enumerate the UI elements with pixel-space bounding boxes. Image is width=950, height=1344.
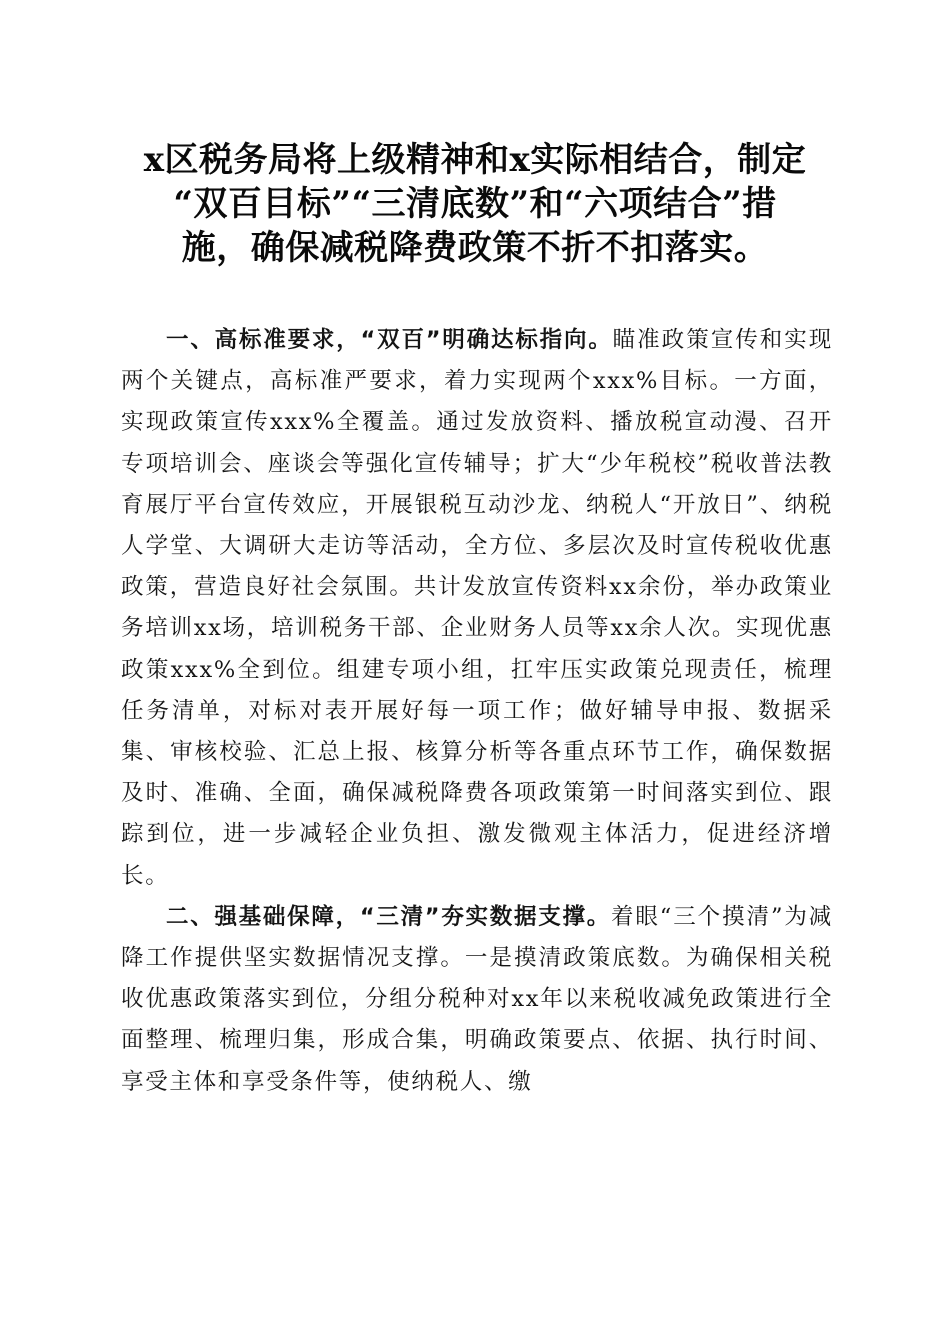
title-line: x区税务局将上级精神和x实际相结合，制定 (143, 140, 807, 180)
paragraph-text: 着眼“三个摸清”为减降工作提供坚实数据情况支撑。一是摸清政策底数。为确保相关税收优惠政策落实到位，分组分税种对xx年以来税收减免政策进行全面整理、梳理归集，形成合集，明确政策要点、依据、执行时间、享受主体和享受条件等，使纳税人、缴 (121, 903, 834, 1095)
document-title (120, 138, 830, 270)
title-line: “双百目标”“三清底数”和“六项结合”措 (173, 184, 777, 224)
paragraph-1 (121, 320, 833, 897)
paragraph-heading: 一、高标准要求，“双百”明确达标指向。 (166, 327, 613, 353)
document-body (121, 320, 833, 1103)
title-line: 施，确保减税降费政策不折不扣落实。 (181, 228, 769, 268)
paragraph-text: 瞄准政策宣传和实现两个关键点，高标准严要求，着力实现两个xxx%目标。一方面，实现政策宣传xxx%全覆盖。通过发放资料、播放税宣动漫、召开专项培训会、座谈会等强化宣传辅导；扩大“少年税校”税收普法教育展厅平台宣传效应，开展银税互动沙龙、纳税人“开放日”、纳税人学堂、大调研大走访等活动，全方位、多层次及时宣传税收优惠政策，营造良好社会氛围。共计发放宣传资料xx余份，举办政策业务培训xx场，培训税务干部、企业财务人员等xx余人次。实现优惠政策xxx%全到位。组建专项小组，扛牢压实政策兑现责任，梳理任务清单，对标对表开展好每一项工作；做好辅导申报、数据采集、审核校验、汇总上报、核算分析等各重点环节工作，确保数据及时、准确、全面，确保减税降费各项政策第一时间落实到位、跟踪到位，进一步减轻企业负担、激发微观主体活力，促进经济增长。 (121, 327, 833, 889)
paragraph-2 (121, 897, 833, 1103)
paragraph-heading: 二、强基础保障，“三清”夯实数据支撑。 (166, 903, 611, 930)
